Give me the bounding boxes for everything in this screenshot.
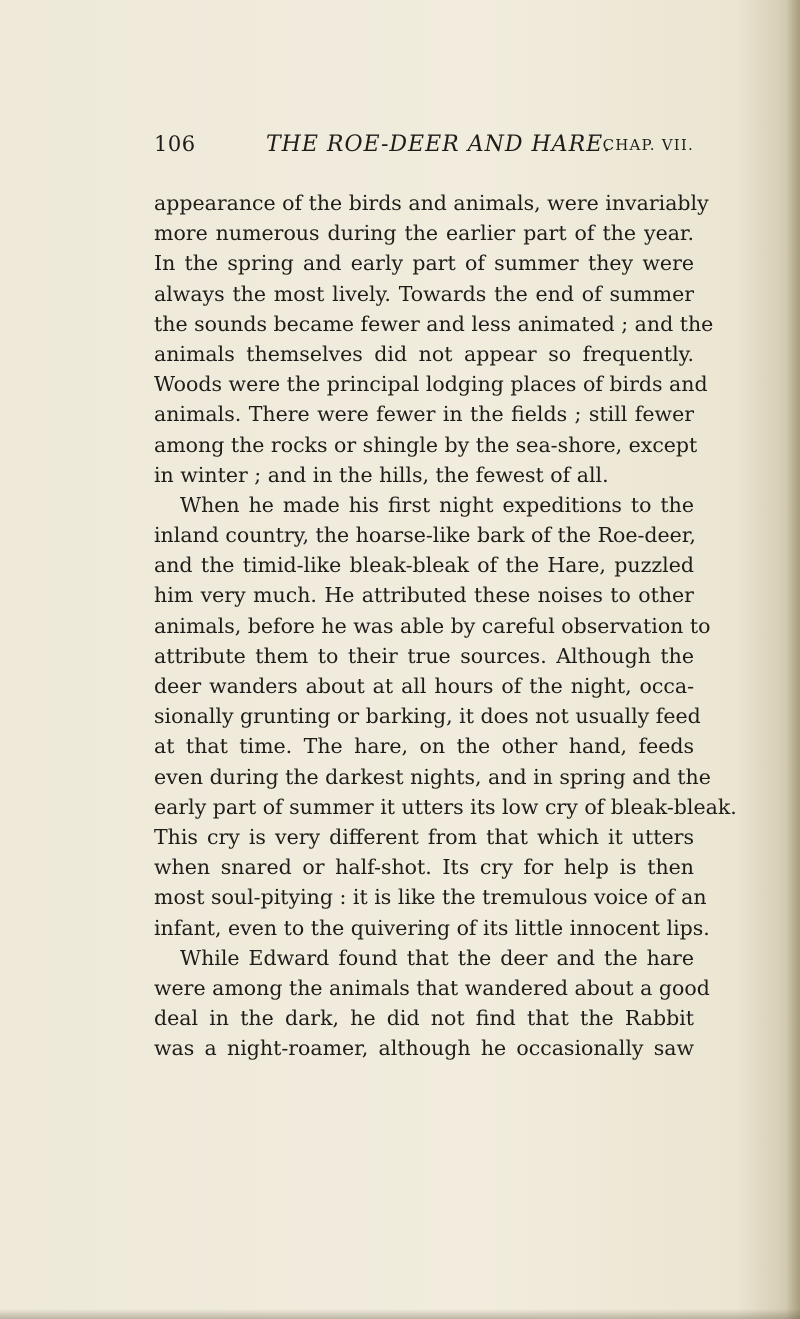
text-line: infant, even to the quivering of its little innocent lips.: [154, 915, 710, 940]
body-text: [154, 188, 737, 1063]
text-line: early part of summer it utters its low cry of bleak-bleak.: [154, 794, 737, 819]
text-line: animals. There were fewer in the fields ; still fewer: [154, 402, 694, 427]
text-line: him very much. He attributed these noises to other: [154, 583, 694, 608]
text-line: most soul-pitying : it is like the tremulous voice of an: [154, 885, 707, 910]
text-line: among the rocks or shingle by the sea-shore, except: [154, 432, 698, 457]
text-line: when snared or half-shot. Its cry for help is then: [154, 855, 694, 880]
page-number: 106: [154, 132, 196, 156]
text-line: more numerous during the earlier part of the year.: [154, 221, 694, 246]
text-line: When he made his first night expeditions to the: [180, 492, 694, 517]
running-header: [154, 132, 694, 168]
text-line: inland country, the hoarse-like bark of the Roe-deer,: [154, 523, 696, 548]
text-line: was a night-roamer, although he occasionally saw: [154, 1036, 694, 1061]
text-line: were among the animals that wandered about a good: [154, 975, 710, 1000]
text-line: Woods were the principal lodging places of birds and: [154, 372, 708, 397]
page-bottom-shadow: [0, 1309, 800, 1319]
text-line: While Edward found that the deer and the hare: [180, 945, 694, 970]
text-line: appearance of the birds and animals, were invariably: [154, 191, 709, 215]
text-line: deal in the dark, he did not find that the Rabbit: [154, 1006, 694, 1031]
text-line: in winter ; and in the hills, the fewest of all.: [154, 462, 609, 487]
text-line: This cry is very different from that which it utters: [154, 824, 694, 849]
page-edge-shadow: [786, 0, 800, 1319]
text-line: animals themselves did not appear so frequently.: [154, 341, 694, 366]
text-line: animals, before he was able by careful observation to: [154, 613, 711, 638]
text-line: even during the darkest nights, and in spring and the: [154, 764, 711, 789]
text-line: sionally grunting or barking, it does not usually feed: [154, 704, 701, 729]
chapter-label: CHAP. VII.: [602, 136, 694, 154]
text-line: deer wanders about at all hours of the night, occa-: [154, 674, 694, 698]
text-line: the sounds became fewer and less animated ; and the: [154, 311, 714, 336]
text-line: at that time. The hare, on the other hand, feeds: [154, 734, 694, 759]
running-title: THE ROE-DEER AND HARE.: [266, 132, 612, 157]
text-line: In the spring and early part of summer they were: [154, 251, 694, 276]
text-line: always the most lively. Towards the end of summer: [154, 281, 694, 306]
text-line: and the timid-like bleak-bleak of the Hare, puzzled: [154, 553, 694, 578]
text-line: attribute them to their true sources. Although the: [154, 643, 694, 668]
